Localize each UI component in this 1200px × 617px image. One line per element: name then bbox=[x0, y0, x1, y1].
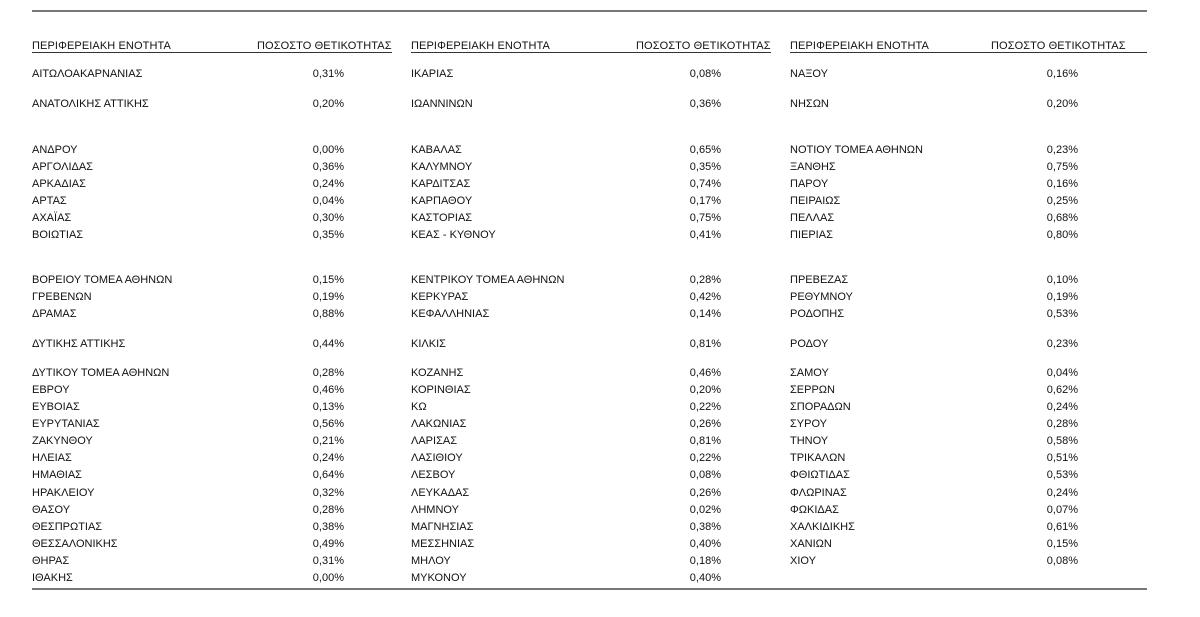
region-name: ΞΑΝΘΗΣ bbox=[790, 161, 836, 173]
positivity-value: 0,32% bbox=[312, 487, 344, 499]
region-name: ΗΡΑΚΛΕΙΟΥ bbox=[32, 487, 95, 499]
region-name: ΚΙΛΚΙΣ bbox=[411, 338, 446, 350]
region-name: ΖΑΚΥΝΘΟΥ bbox=[32, 435, 93, 447]
positivity-value: 0,19% bbox=[1046, 291, 1078, 303]
region-name: ΜΗΛΟΥ bbox=[411, 555, 451, 567]
positivity-value: 0,30% bbox=[312, 212, 344, 224]
positivity-value: 0,36% bbox=[689, 98, 721, 110]
positivity-value: 0,88% bbox=[312, 308, 344, 320]
positivity-value: 0,17% bbox=[689, 195, 721, 207]
region-name: ΚΕΑΣ - ΚΥΘΝΟΥ bbox=[411, 229, 496, 241]
positivity-value: 0,00% bbox=[312, 572, 344, 584]
region-name: ΓΡΕΒΕΝΩΝ bbox=[32, 291, 92, 303]
positivity-value: 0,41% bbox=[689, 229, 721, 241]
positivity-value: 0,53% bbox=[1046, 469, 1078, 481]
positivity-value: 0,25% bbox=[1046, 195, 1078, 207]
region-name: ΑΡΓΟΛΙΔΑΣ bbox=[32, 161, 93, 173]
positivity-value: 0,18% bbox=[689, 555, 721, 567]
region-name: ΛΗΜΝΟΥ bbox=[411, 504, 459, 516]
region-name: ΦΘΙΩΤΙΔΑΣ bbox=[790, 469, 850, 481]
header-region-col-1: ΠΕΡΙΦΕΡΕΙΑΚΗ ΕΝΟΤΗΤΑ bbox=[32, 40, 171, 52]
region-name: ΛΑΡΙΣΑΣ bbox=[411, 435, 458, 447]
positivity-value: 0,40% bbox=[689, 572, 721, 584]
region-name: ΚΟΖΑΝΗΣ bbox=[411, 367, 464, 379]
region-name: ΙΩΑΝΝΙΝΩΝ bbox=[411, 98, 473, 110]
positivity-value: 0,28% bbox=[689, 274, 721, 286]
region-name: ΤΡΙΚΑΛΩΝ bbox=[790, 452, 846, 464]
region-name: ΔΡΑΜΑΣ bbox=[32, 308, 77, 320]
region-name: ΚΑΒΑΛΑΣ bbox=[411, 144, 462, 156]
region-name: ΙΚΑΡΙΑΣ bbox=[411, 68, 454, 80]
positivity-value: 0,64% bbox=[312, 469, 344, 481]
region-name: ΡΟΔΟΥ bbox=[790, 338, 829, 350]
header-rate-col-1: ΠΟΣΟΣΤΟ ΘΕΤΙΚΟΤΗΤΑΣ bbox=[257, 40, 392, 52]
positivity-value: 0,00% bbox=[312, 144, 344, 156]
region-name: ΕΥΡΥΤΑΝΙΑΣ bbox=[32, 418, 100, 430]
positivity-value: 0,40% bbox=[689, 538, 721, 550]
region-name: ΚΑΡΔΙΤΣΑΣ bbox=[411, 178, 471, 190]
region-name: ΑΝΔΡΟΥ bbox=[32, 144, 78, 156]
positivity-value: 0,19% bbox=[312, 291, 344, 303]
region-name: ΜΥΚΟΝΟΥ bbox=[411, 572, 467, 584]
header-underline-col-3 bbox=[790, 52, 1147, 53]
region-name: ΒΟΡΕΙΟΥ ΤΟΜΕΑ ΑΘΗΝΩΝ bbox=[32, 274, 173, 286]
positivity-value: 0,15% bbox=[312, 274, 344, 286]
region-name: ΛΑΣΙΘΙΟΥ bbox=[411, 452, 463, 464]
region-name: ΠΡΕΒΕΖΑΣ bbox=[790, 274, 849, 286]
positivity-value: 0,44% bbox=[312, 338, 344, 350]
region-name: ΘΕΣΠΡΩΤΙΑΣ bbox=[32, 521, 103, 533]
positivity-value: 0,46% bbox=[312, 384, 344, 396]
region-name: ΘΗΡΑΣ bbox=[32, 555, 70, 567]
region-name: ΤΗΝΟΥ bbox=[790, 435, 829, 447]
region-name: ΜΕΣΣΗΝΙΑΣ bbox=[411, 538, 475, 550]
positivity-value: 0,28% bbox=[1046, 418, 1078, 430]
region-name: ΗΛΕΙΑΣ bbox=[32, 452, 72, 464]
positivity-value: 0,16% bbox=[1046, 178, 1078, 190]
positivity-value: 0,23% bbox=[1046, 338, 1078, 350]
positivity-value: 0,20% bbox=[689, 384, 721, 396]
region-name: ΕΥΒΟΙΑΣ bbox=[32, 401, 80, 413]
region-name: ΝΑΞΟΥ bbox=[790, 68, 828, 80]
positivity-value: 0,35% bbox=[312, 229, 344, 241]
region-name: ΝΟΤΙΟΥ ΤΟΜΕΑ ΑΘΗΝΩΝ bbox=[790, 144, 923, 156]
bottom-rule bbox=[32, 588, 1147, 590]
region-name: ΣΑΜΟΥ bbox=[790, 367, 829, 379]
positivity-value: 0,24% bbox=[312, 178, 344, 190]
region-name: ΚΟΡΙΝΘΙΑΣ bbox=[411, 384, 471, 396]
positivity-value: 0,58% bbox=[1046, 435, 1078, 447]
positivity-value: 0,81% bbox=[689, 338, 721, 350]
region-name: ΑΙΤΩΛΟΑΚΑΡΝΑΝΙΑΣ bbox=[32, 68, 143, 80]
positivity-value: 0,35% bbox=[689, 161, 721, 173]
positivity-value: 0,10% bbox=[1046, 274, 1078, 286]
positivity-value: 0,31% bbox=[312, 555, 344, 567]
region-name: ΚΕΦΑΛΛΗΝΙΑΣ bbox=[411, 308, 490, 320]
positivity-value: 0,16% bbox=[1046, 68, 1078, 80]
region-name: ΑΝΑΤΟΛΙΚΗΣ ΑΤΤΙΚΗΣ bbox=[32, 98, 149, 110]
region-name: ΗΜΑΘΙΑΣ bbox=[32, 469, 82, 481]
positivity-value: 0,22% bbox=[689, 401, 721, 413]
region-name: ΡΕΘΥΜΝΟΥ bbox=[790, 291, 853, 303]
positivity-value: 0,20% bbox=[312, 98, 344, 110]
region-name: ΛΕΣΒΟΥ bbox=[411, 469, 456, 481]
positivity-value: 0,08% bbox=[689, 469, 721, 481]
positivity-value: 0,51% bbox=[1046, 452, 1078, 464]
positivity-value: 0,46% bbox=[689, 367, 721, 379]
positivity-value: 0,38% bbox=[312, 521, 344, 533]
positivity-value: 0,28% bbox=[312, 367, 344, 379]
region-name: ΠΕΛΛΑΣ bbox=[790, 212, 835, 224]
region-name: ΠΙΕΡΙΑΣ bbox=[790, 229, 833, 241]
positivity-value: 0,68% bbox=[1046, 212, 1078, 224]
positivity-value: 0,14% bbox=[689, 308, 721, 320]
region-name: ΚΕΝΤΡΙΚΟΥ ΤΟΜΕΑ ΑΘΗΝΩΝ bbox=[411, 274, 565, 286]
positivity-value: 0,04% bbox=[312, 195, 344, 207]
positivity-value: 0,22% bbox=[689, 452, 721, 464]
header-rate-col-3: ΠΟΣΟΣΤΟ ΘΕΤΙΚΟΤΗΤΑΣ bbox=[991, 40, 1126, 52]
region-name: ΦΛΩΡΙΝΑΣ bbox=[790, 487, 847, 499]
header-region-col-2: ΠΕΡΙΦΕΡΕΙΑΚΗ ΕΝΟΤΗΤΑ bbox=[411, 40, 550, 52]
positivity-value: 0,74% bbox=[689, 178, 721, 190]
positivity-value: 0,08% bbox=[1046, 555, 1078, 567]
positivity-value: 0,21% bbox=[312, 435, 344, 447]
region-name: ΙΘΑΚΗΣ bbox=[32, 572, 73, 584]
positivity-value: 0,04% bbox=[1046, 367, 1078, 379]
region-name: ΦΩΚΙΔΑΣ bbox=[790, 504, 839, 516]
positivity-value: 0,53% bbox=[1046, 308, 1078, 320]
positivity-value: 0,26% bbox=[689, 418, 721, 430]
region-name: ΣΕΡΡΩΝ bbox=[790, 384, 835, 396]
positivity-value: 0,75% bbox=[1046, 161, 1078, 173]
positivity-value: 0,61% bbox=[1046, 521, 1078, 533]
region-name: ΔΥΤΙΚΟΥ ΤΟΜΕΑ ΑΘΗΝΩΝ bbox=[32, 367, 170, 379]
positivity-value: 0,15% bbox=[1046, 538, 1078, 550]
region-name: ΑΡΤΑΣ bbox=[32, 195, 67, 207]
region-name: ΚΑΛΥΜΝΟΥ bbox=[411, 161, 473, 173]
region-name: ΚΑΣΤΟΡΙΑΣ bbox=[411, 212, 473, 224]
positivity-value: 0,24% bbox=[1046, 401, 1078, 413]
positivity-value: 0,56% bbox=[312, 418, 344, 430]
region-name: ΘΕΣΣΑΛΟΝΙΚΗΣ bbox=[32, 538, 118, 550]
header-rate-col-2: ΠΟΣΟΣΤΟ ΘΕΤΙΚΟΤΗΤΑΣ bbox=[636, 40, 771, 52]
region-name: ΚΩ bbox=[411, 401, 427, 413]
positivity-value: 0,81% bbox=[689, 435, 721, 447]
positivity-value: 0,26% bbox=[689, 487, 721, 499]
region-name: ΚΕΡΚΥΡΑΣ bbox=[411, 291, 469, 303]
positivity-value: 0,23% bbox=[1046, 144, 1078, 156]
region-name: ΚΑΡΠΑΘΟΥ bbox=[411, 195, 473, 207]
region-name: ΣΥΡΟΥ bbox=[790, 418, 828, 430]
positivity-value: 0,31% bbox=[312, 68, 344, 80]
positivity-value: 0,49% bbox=[312, 538, 344, 550]
region-name: ΠΕΙΡΑΙΩΣ bbox=[790, 195, 841, 207]
region-name: ΧΙΟΥ bbox=[790, 555, 816, 567]
positivity-value: 0,24% bbox=[312, 452, 344, 464]
region-name: ΛΕΥΚΑΔΑΣ bbox=[411, 487, 470, 499]
region-name: ΒΟΙΩΤΙΑΣ bbox=[32, 229, 84, 241]
positivity-value: 0,80% bbox=[1046, 229, 1078, 241]
positivity-value: 0,42% bbox=[689, 291, 721, 303]
top-rule bbox=[32, 10, 1147, 12]
positivity-value: 0,75% bbox=[689, 212, 721, 224]
positivity-value: 0,20% bbox=[1046, 98, 1078, 110]
region-name: ΜΑΓΝΗΣΙΑΣ bbox=[411, 521, 474, 533]
positivity-value: 0,08% bbox=[689, 68, 721, 80]
region-name: ΑΡΚΑΔΙΑΣ bbox=[32, 178, 86, 190]
header-region-col-3: ΠΕΡΙΦΕΡΕΙΑΚΗ ΕΝΟΤΗΤΑ bbox=[790, 40, 929, 52]
region-name: ΛΑΚΩΝΙΑΣ bbox=[411, 418, 467, 430]
region-name: ΠΑΡΟΥ bbox=[790, 178, 829, 190]
region-name: ΝΗΣΩΝ bbox=[790, 98, 829, 110]
region-name: ΘΑΣΟΥ bbox=[32, 504, 71, 516]
positivity-value: 0,36% bbox=[312, 161, 344, 173]
region-name: ΧΑΝΙΩΝ bbox=[790, 538, 832, 550]
region-name: ΔΥΤΙΚΗΣ ΑΤΤΙΚΗΣ bbox=[32, 338, 126, 350]
header-underline-col-2 bbox=[411, 52, 771, 53]
positivity-value: 0,28% bbox=[312, 504, 344, 516]
positivity-value: 0,38% bbox=[689, 521, 721, 533]
positivity-value: 0,02% bbox=[689, 504, 721, 516]
positivity-value: 0,24% bbox=[1046, 487, 1078, 499]
positivity-value: 0,62% bbox=[1046, 384, 1078, 396]
region-name: ΣΠΟΡΑΔΩΝ bbox=[790, 401, 851, 413]
region-name: ΧΑΛΚΙΔΙΚΗΣ bbox=[790, 521, 855, 533]
region-name: ΡΟΔΟΠΗΣ bbox=[790, 308, 845, 320]
region-name: ΕΒΡΟΥ bbox=[32, 384, 70, 396]
positivity-value: 0,07% bbox=[1046, 504, 1078, 516]
header-underline-col-1 bbox=[32, 52, 392, 53]
positivity-value: 0,65% bbox=[689, 144, 721, 156]
region-name: ΑΧΑΪΑΣ bbox=[32, 212, 72, 224]
positivity-value: 0,13% bbox=[312, 401, 344, 413]
